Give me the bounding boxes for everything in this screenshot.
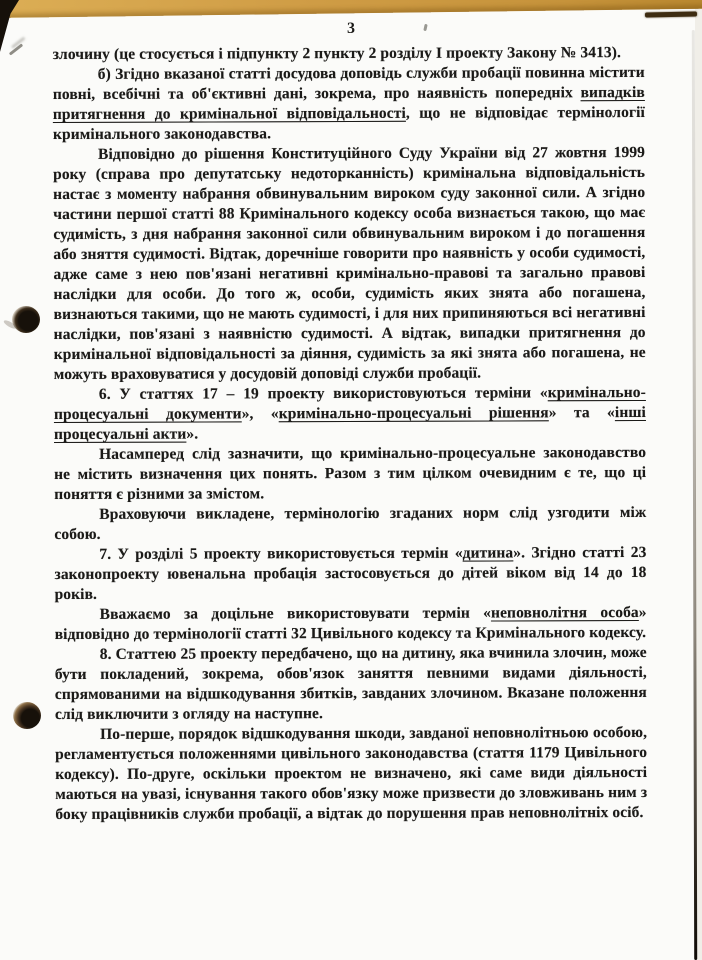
text-segment: » відповідно до термінології статті 32 Цивільного кодексу та Кримінального кодексу. (54, 603, 647, 644)
text-segment: Враховуючи викладене, термінологію згаданих норм слід узгодити між собою. (54, 503, 647, 544)
underlined-term: неповнолітня особа (490, 603, 639, 622)
text-segment: , що не відповідає термінології кримінального законодавства. (52, 103, 645, 144)
page-number: 3 (347, 20, 355, 37)
text-segment: По-перше, порядок відшкодування шкоди, завданої неповнолітньою особою, регламентується положеннями цивільного законодавства (стаття 1179 Цивільного кодексу). По-друге, оскільки проектом не визначено, які саме види діяльності маються на увазі, існування такого обов'язку може призвести до зловживань ним з боку працівників служби пробації, а відтак до порушення прав неповнолітніх осіб. (55, 723, 648, 824)
underlined-term: випадків притягнення до кримінальної відповідальності (52, 83, 645, 124)
paragraph (54, 503, 646, 545)
text-segment: ». Згідно статті 23 законопроекту ювенальна пробація застосовується до дітей віком від 14 до 18 років. (54, 543, 647, 604)
underlined-term: кримінально-процесуальні документи (53, 383, 646, 424)
paragraph (53, 143, 646, 385)
paragraph (54, 543, 646, 605)
underlined-term: дитина (462, 544, 514, 562)
underlined-term: інші процесуальні акти (53, 403, 646, 444)
text-segment: Відповідно до рішення Конституційного Суду України від 27 жовтня 1999 року (справа про депутатську недоторканність) кримінальна відповідальність настає з моменту набрання обвинувальним вироком суду законної сили. А згідно частини першої статті 88 Кримінального кодексу особа визнається такою, що має судимість, з дня набрання законної сили обвинувальним вироком і до погашення або зняття судимості. Відтак, доречніше говорити про наявність у особи судимості, адже саме з нею пов'язані негативні кримінально-правові та загально правові наслідки для особи. До того ж, особи, судимість яких знята або погашена, визнаються такими, що не мають судимості, і для них припиняються всі негативні наслідки, пов'язані з наявністю судимості. А відтак, випадки притягнення до кримінальної відповідальності за діяння, судимість за які знята або погашена, не можуть враховуватися у досудовій доповіді служби пробації. (53, 143, 646, 384)
text-segment: Вважаємо за доцільне використовувати термін « (99, 604, 492, 623)
document-body (53, 43, 648, 825)
text-segment: 6. У статтях 17 – 19 проекту використовуються терміни « (98, 384, 548, 403)
text-segment: злочину (це стосується і підпункту 2 пункту 2 розділу І проекту Закону № 3413). (52, 44, 622, 64)
paragraph (53, 63, 645, 145)
underlined-term: кримінально-процесуальні рішення (278, 404, 549, 423)
paragraph (55, 723, 647, 825)
text-segment: », « (241, 405, 279, 423)
desk-background-band (0, 0, 702, 18)
text-segment: » та « (548, 404, 615, 422)
text-segment: 8. Статтею 25 проекту передбачено, що на дитину, яка вчинила злочин, може бути покладений, зокрема, обов'язок заняття певними видами діяльності, спрямованими на відшкодування збитків, завданих злочином. Вказане положення слід виключити з огляду на наступне. (54, 643, 647, 724)
paragraph (55, 643, 647, 725)
text-segment: ». (186, 425, 199, 443)
paragraph (53, 43, 645, 65)
text-segment: б) Згідно вказаної статті досудова доповідь служби пробації повинна містити повні, всебічні та об'єктивні дані, зокрема, про наявність попередніх (52, 63, 645, 104)
hole-punch-bottom (13, 702, 41, 729)
text-segment: 7. У розділі 5 проекту використовується термін « (99, 544, 463, 563)
text-segment: Насамперед слід зазначити, що кримінально-процесуальне законодавство не містить визначення цих понять. Разом з тим цілком очевидним є те, що ці поняття є різними за змістом. (54, 443, 647, 504)
desk-dark-streak (645, 11, 697, 17)
pen-scratch-mark (9, 43, 23, 55)
paragraph (54, 383, 646, 445)
hole-punch-top (12, 306, 40, 333)
paragraph (54, 443, 646, 505)
paragraph (55, 603, 647, 645)
